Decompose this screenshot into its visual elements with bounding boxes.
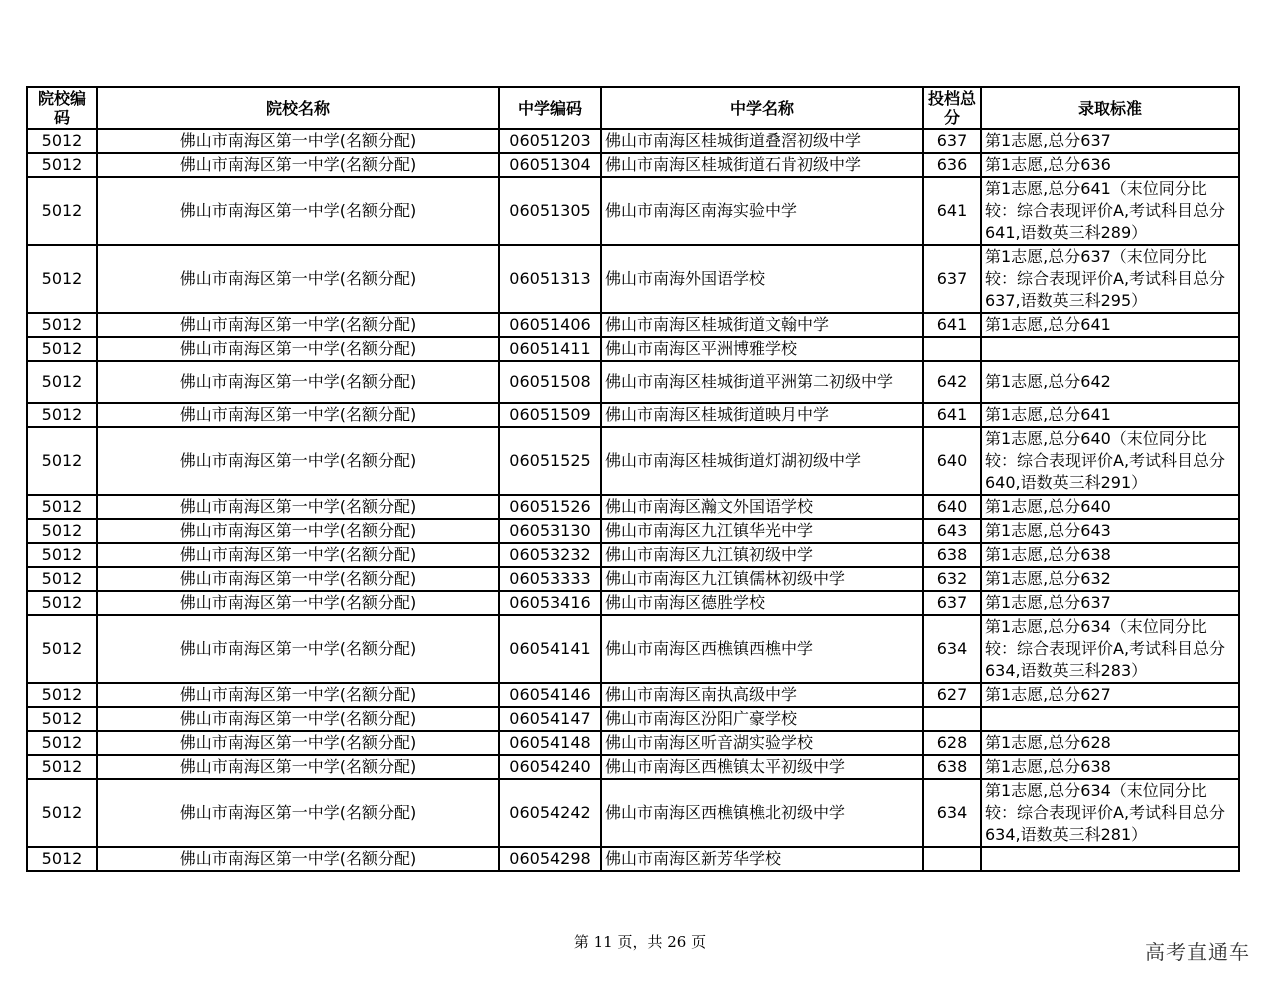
middle-school-name-cell: 佛山市南海区西樵镇太平初级中学 bbox=[601, 755, 923, 779]
total-score-cell: 638 bbox=[923, 543, 981, 567]
table-row bbox=[27, 403, 1239, 427]
header-admission-standard: 录取标准 bbox=[981, 87, 1239, 129]
table-row bbox=[27, 591, 1239, 615]
admission-table bbox=[26, 86, 1240, 872]
total-score-cell: 628 bbox=[923, 731, 981, 755]
middle-school-code-cell: 06051304 bbox=[499, 153, 601, 177]
middle-school-code-cell: 06051305 bbox=[499, 177, 601, 245]
table-row bbox=[27, 707, 1239, 731]
table-row bbox=[27, 847, 1239, 871]
middle-school-code-cell: 06051406 bbox=[499, 313, 601, 337]
admission-standard-cell: 第1志愿,总分641 bbox=[981, 313, 1239, 337]
table-row bbox=[27, 567, 1239, 591]
middle-school-name-cell: 佛山市南海区平洲博雅学校 bbox=[601, 337, 923, 361]
total-score-cell: 634 bbox=[923, 779, 981, 847]
college-name-cell: 佛山市南海区第一中学(名额分配) bbox=[97, 427, 499, 495]
total-score-cell bbox=[923, 847, 981, 871]
middle-school-name-cell: 佛山市南海区九江镇华光中学 bbox=[601, 519, 923, 543]
total-score-cell bbox=[923, 337, 981, 361]
admission-standard-cell: 第1志愿,总分636 bbox=[981, 153, 1239, 177]
watermark-text: 高考直通车 bbox=[1145, 940, 1250, 964]
total-score-cell: 634 bbox=[923, 615, 981, 683]
college-name-cell: 佛山市南海区第一中学(名额分配) bbox=[97, 519, 499, 543]
college-name-cell: 佛山市南海区第一中学(名额分配) bbox=[97, 153, 499, 177]
middle-school-code-cell: 06054146 bbox=[499, 683, 601, 707]
middle-school-name-cell: 佛山市南海区九江镇儒林初级中学 bbox=[601, 567, 923, 591]
middle-school-name-cell: 佛山市南海区桂城街道映月中学 bbox=[601, 403, 923, 427]
total-score-cell: 641 bbox=[923, 313, 981, 337]
total-score-cell: 637 bbox=[923, 129, 981, 153]
college-name-cell: 佛山市南海区第一中学(名额分配) bbox=[97, 591, 499, 615]
middle-school-name-cell: 佛山市南海区桂城街道叠滘初级中学 bbox=[601, 129, 923, 153]
admission-standard-cell: 第1志愿,总分628 bbox=[981, 731, 1239, 755]
admission-standard-cell: 第1志愿,总分638 bbox=[981, 543, 1239, 567]
college-code-cell: 5012 bbox=[27, 129, 97, 153]
admission-standard-cell bbox=[981, 337, 1239, 361]
college-code-cell: 5012 bbox=[27, 361, 97, 403]
admission-standard-cell: 第1志愿,总分637 bbox=[981, 591, 1239, 615]
admission-standard-cell: 第1志愿,总分637（末位同分比较：综合表现评价A,考试科目总分637,语数英三科295） bbox=[981, 245, 1239, 313]
admission-standard-cell: 第1志愿,总分634（末位同分比较：综合表现评价A,考试科目总分634,语数英三科281） bbox=[981, 779, 1239, 847]
college-code-cell: 5012 bbox=[27, 337, 97, 361]
total-score-cell: 643 bbox=[923, 519, 981, 543]
header-middle-school-code: 中学编码 bbox=[499, 87, 601, 129]
college-code-cell: 5012 bbox=[27, 683, 97, 707]
table-row bbox=[27, 755, 1239, 779]
college-name-cell: 佛山市南海区第一中学(名额分配) bbox=[97, 755, 499, 779]
college-name-cell: 佛山市南海区第一中学(名额分配) bbox=[97, 847, 499, 871]
header-college-code: 院校编码 bbox=[27, 87, 97, 129]
admission-standard-cell: 第1志愿,总分643 bbox=[981, 519, 1239, 543]
admission-standard-cell: 第1志愿,总分634（末位同分比较：综合表现评价A,考试科目总分634,语数英三科283） bbox=[981, 615, 1239, 683]
college-code-cell: 5012 bbox=[27, 731, 97, 755]
total-score-cell: 640 bbox=[923, 427, 981, 495]
table-row bbox=[27, 177, 1239, 245]
college-code-cell: 5012 bbox=[27, 245, 97, 313]
middle-school-name-cell: 佛山市南海区桂城街道平洲第二初级中学 bbox=[601, 361, 923, 403]
middle-school-name-cell: 佛山市南海区西樵镇西樵中学 bbox=[601, 615, 923, 683]
college-code-cell: 5012 bbox=[27, 495, 97, 519]
total-score-cell: 637 bbox=[923, 245, 981, 313]
total-score-cell: 636 bbox=[923, 153, 981, 177]
college-name-cell: 佛山市南海区第一中学(名额分配) bbox=[97, 707, 499, 731]
admission-standard-cell: 第1志愿,总分632 bbox=[981, 567, 1239, 591]
college-name-cell: 佛山市南海区第一中学(名额分配) bbox=[97, 779, 499, 847]
admission-standard-cell: 第1志愿,总分642 bbox=[981, 361, 1239, 403]
middle-school-code-cell: 06051508 bbox=[499, 361, 601, 403]
header-middle-school-name: 中学名称 bbox=[601, 87, 923, 129]
table-row bbox=[27, 543, 1239, 567]
header-college-name: 院校名称 bbox=[97, 87, 499, 129]
table-row bbox=[27, 361, 1239, 403]
middle-school-name-cell: 佛山市南海外国语学校 bbox=[601, 245, 923, 313]
total-score-cell: 641 bbox=[923, 177, 981, 245]
header-total-score: 投档总分 bbox=[923, 87, 981, 129]
college-code-cell: 5012 bbox=[27, 519, 97, 543]
admission-standard-cell: 第1志愿,总分641 bbox=[981, 403, 1239, 427]
middle-school-code-cell: 06054298 bbox=[499, 847, 601, 871]
college-code-cell: 5012 bbox=[27, 153, 97, 177]
admission-standard-cell: 第1志愿,总分640（末位同分比较：综合表现评价A,考试科目总分640,语数英三科291） bbox=[981, 427, 1239, 495]
admission-standard-cell bbox=[981, 707, 1239, 731]
college-name-cell: 佛山市南海区第一中学(名额分配) bbox=[97, 567, 499, 591]
table-row bbox=[27, 779, 1239, 847]
college-code-cell: 5012 bbox=[27, 403, 97, 427]
middle-school-name-cell: 佛山市南海区新芳华学校 bbox=[601, 847, 923, 871]
table-row bbox=[27, 313, 1239, 337]
college-name-cell: 佛山市南海区第一中学(名额分配) bbox=[97, 615, 499, 683]
total-score-cell: 641 bbox=[923, 403, 981, 427]
college-name-cell: 佛山市南海区第一中学(名额分配) bbox=[97, 129, 499, 153]
total-score-cell: 640 bbox=[923, 495, 981, 519]
table-header-row bbox=[27, 87, 1239, 129]
table-row bbox=[27, 153, 1239, 177]
middle-school-code-cell: 06053416 bbox=[499, 591, 601, 615]
college-name-cell: 佛山市南海区第一中学(名额分配) bbox=[97, 245, 499, 313]
college-code-cell: 5012 bbox=[27, 755, 97, 779]
middle-school-name-cell: 佛山市南海区德胜学校 bbox=[601, 591, 923, 615]
college-code-cell: 5012 bbox=[27, 313, 97, 337]
middle-school-code-cell: 06051509 bbox=[499, 403, 601, 427]
college-code-cell: 5012 bbox=[27, 427, 97, 495]
middle-school-code-cell: 06053333 bbox=[499, 567, 601, 591]
college-name-cell: 佛山市南海区第一中学(名额分配) bbox=[97, 177, 499, 245]
college-name-cell: 佛山市南海区第一中学(名额分配) bbox=[97, 361, 499, 403]
middle-school-name-cell: 佛山市南海区西樵镇樵北初级中学 bbox=[601, 779, 923, 847]
middle-school-name-cell: 佛山市南海区听音湖实验学校 bbox=[601, 731, 923, 755]
college-code-cell: 5012 bbox=[27, 779, 97, 847]
college-code-cell: 5012 bbox=[27, 177, 97, 245]
table-body bbox=[27, 129, 1239, 871]
total-score-cell: 637 bbox=[923, 591, 981, 615]
middle-school-code-cell: 06054141 bbox=[499, 615, 601, 683]
college-name-cell: 佛山市南海区第一中学(名额分配) bbox=[97, 495, 499, 519]
table-row bbox=[27, 519, 1239, 543]
college-code-cell: 5012 bbox=[27, 615, 97, 683]
total-score-cell: 642 bbox=[923, 361, 981, 403]
middle-school-name-cell: 佛山市南海区南执高级中学 bbox=[601, 683, 923, 707]
table-row bbox=[27, 427, 1239, 495]
middle-school-code-cell: 06051203 bbox=[499, 129, 601, 153]
middle-school-code-cell: 06054242 bbox=[499, 779, 601, 847]
college-name-cell: 佛山市南海区第一中学(名额分配) bbox=[97, 731, 499, 755]
admission-standard-cell: 第1志愿,总分641（末位同分比较：综合表现评价A,考试科目总分641,语数英三科289） bbox=[981, 177, 1239, 245]
middle-school-code-cell: 06054147 bbox=[499, 707, 601, 731]
college-name-cell: 佛山市南海区第一中学(名额分配) bbox=[97, 403, 499, 427]
middle-school-name-cell: 佛山市南海区桂城街道石肯初级中学 bbox=[601, 153, 923, 177]
college-code-cell: 5012 bbox=[27, 543, 97, 567]
middle-school-code-cell: 06054148 bbox=[499, 731, 601, 755]
middle-school-code-cell: 06053232 bbox=[499, 543, 601, 567]
middle-school-name-cell: 佛山市南海区桂城街道灯湖初级中学 bbox=[601, 427, 923, 495]
table-row bbox=[27, 245, 1239, 313]
total-score-cell bbox=[923, 707, 981, 731]
middle-school-code-cell: 06053130 bbox=[499, 519, 601, 543]
admission-standard-cell bbox=[981, 847, 1239, 871]
admission-standard-cell: 第1志愿,总分638 bbox=[981, 755, 1239, 779]
table-row bbox=[27, 615, 1239, 683]
middle-school-name-cell: 佛山市南海区汾阳广豪学校 bbox=[601, 707, 923, 731]
college-name-cell: 佛山市南海区第一中学(名额分配) bbox=[97, 683, 499, 707]
middle-school-name-cell: 佛山市南海区桂城街道文翰中学 bbox=[601, 313, 923, 337]
table-row bbox=[27, 129, 1239, 153]
total-score-cell: 627 bbox=[923, 683, 981, 707]
table-row bbox=[27, 337, 1239, 361]
middle-school-code-cell: 06054240 bbox=[499, 755, 601, 779]
admission-table-container bbox=[26, 86, 1240, 872]
college-name-cell: 佛山市南海区第一中学(名额分配) bbox=[97, 337, 499, 361]
page-number: 第 11 页，共 26 页 bbox=[573, 933, 707, 951]
admission-standard-cell: 第1志愿,总分637 bbox=[981, 129, 1239, 153]
total-score-cell: 632 bbox=[923, 567, 981, 591]
middle-school-name-cell: 佛山市南海区瀚文外国语学校 bbox=[601, 495, 923, 519]
college-code-cell: 5012 bbox=[27, 847, 97, 871]
middle-school-name-cell: 佛山市南海区九江镇初级中学 bbox=[601, 543, 923, 567]
table-row bbox=[27, 731, 1239, 755]
college-name-cell: 佛山市南海区第一中学(名额分配) bbox=[97, 543, 499, 567]
table-row bbox=[27, 683, 1239, 707]
middle-school-code-cell: 06051411 bbox=[499, 337, 601, 361]
admission-standard-cell: 第1志愿,总分640 bbox=[981, 495, 1239, 519]
college-code-cell: 5012 bbox=[27, 567, 97, 591]
table-row bbox=[27, 495, 1239, 519]
middle-school-code-cell: 06051313 bbox=[499, 245, 601, 313]
admission-standard-cell: 第1志愿,总分627 bbox=[981, 683, 1239, 707]
middle-school-code-cell: 06051526 bbox=[499, 495, 601, 519]
college-code-cell: 5012 bbox=[27, 707, 97, 731]
college-code-cell: 5012 bbox=[27, 591, 97, 615]
middle-school-code-cell: 06051525 bbox=[499, 427, 601, 495]
middle-school-name-cell: 佛山市南海区南海实验中学 bbox=[601, 177, 923, 245]
college-name-cell: 佛山市南海区第一中学(名额分配) bbox=[97, 313, 499, 337]
total-score-cell: 638 bbox=[923, 755, 981, 779]
